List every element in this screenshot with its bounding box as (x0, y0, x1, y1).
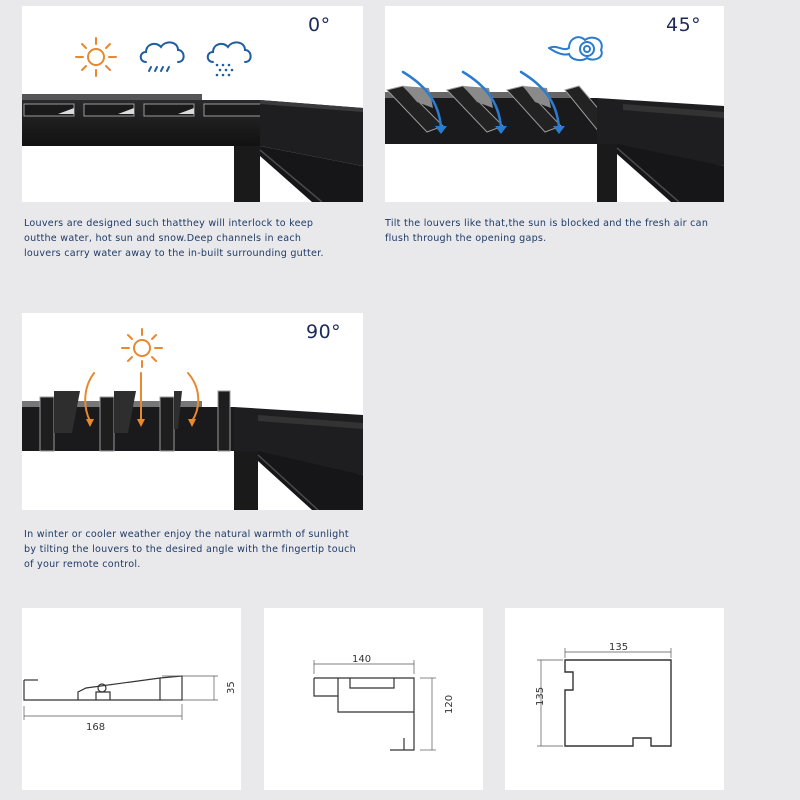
dim-height-120: 120 (444, 694, 455, 714)
caption-line: outthe water, hot sun and snow.Deep channels in each (24, 233, 302, 244)
snow-cloud-icon (203, 36, 255, 78)
angle-label-45: 45° (666, 14, 702, 36)
post-profile-svg (505, 608, 724, 790)
dim-width-168: 168 (86, 722, 106, 733)
caption-line: flush through the opening gaps. (385, 233, 547, 244)
caption-louver-0 (24, 216, 324, 261)
caption-louver-45 (385, 216, 708, 246)
caption-line: Louvers are designed such thatthey will interlock to keep (24, 218, 314, 229)
angle-label-90: 90° (306, 321, 342, 343)
louver-blade-profile-drawing (22, 608, 241, 790)
post-profile-drawing (505, 608, 724, 790)
pergola-frame-open-illustration (22, 369, 363, 510)
caption-line: of your remote control. (24, 559, 141, 570)
caption-line: by tilting the louvers to the desired angle with the fingertip touch (24, 544, 357, 555)
dim-width-135: 135 (609, 642, 629, 653)
panel-louver-0-degrees (22, 6, 363, 202)
gutter-beam-profile-svg (264, 608, 483, 790)
panel-louver-45-degrees (385, 6, 724, 202)
caption-line: In winter or cooler weather enjoy the natural warmth of sunlight (24, 529, 349, 540)
pergola-frame-tilted-illustration (385, 66, 724, 202)
angle-label-0: 0° (308, 14, 331, 36)
louver-blade-profile-svg (22, 608, 241, 790)
sun-icon (116, 325, 168, 371)
wind-cloud-icon (545, 32, 611, 66)
dim-width-140: 140 (352, 654, 372, 665)
dim-height-35: 35 (226, 681, 237, 694)
gutter-beam-profile-drawing (264, 608, 483, 790)
caption-louver-90 (24, 527, 356, 572)
caption-line: louvers carry water away to the in-built surrounding gutter. (24, 248, 324, 259)
caption-line: Tilt the louvers like that,the sun is blocked and the fresh air can (385, 218, 709, 229)
panel-louver-90-degrees (22, 313, 363, 510)
pergola-frame-closed-illustration (22, 86, 363, 202)
dim-height-135: 135 (535, 686, 546, 706)
sun-icon (70, 34, 122, 80)
rain-cloud-icon (136, 36, 188, 76)
